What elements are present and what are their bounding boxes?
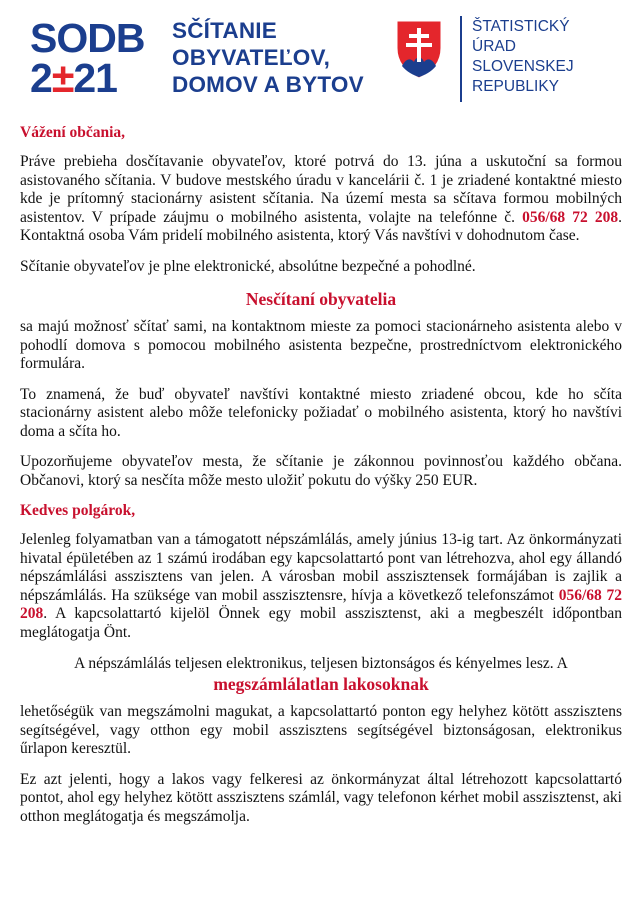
sk-paragraph-1 bbox=[20, 153, 622, 246]
sk-greeting: Vážení občania, bbox=[20, 124, 126, 141]
sk-paragraph-1-text-b: . Kontaktná osoba Vám pridelí mobilného asistenta, ktorý Vás navštívi v dohodnutom čase. bbox=[20, 208, 622, 244]
hu-phone-number: 056/68 72 208 bbox=[20, 586, 622, 622]
statistical-office-name bbox=[472, 17, 632, 97]
office-line-1: ŠTATISTICKÝ bbox=[472, 18, 570, 35]
logo-digits-21: 21 bbox=[73, 55, 117, 101]
hu-paragraph-1-text-a: Jelenleg folyamatban van a támogatott népszámlálás, amely június 13-ig tart. Az önkormányzati hivatal épületében az 1 számú irodában egy kapcsolattartó pont van létrehozva, ahol egy állandó népszámlálási asszisztens van jelen. A városban mobil asszisztensek formájában is zajlik a népszámlálás. Ha szüksége van mobil asszisztensre, hívja a következő telefonszámot bbox=[20, 531, 622, 604]
sk-paragraph-2: Sčítanie obyvateľov je plne elektronické, absolútne bezpečné a pohodlné. bbox=[20, 257, 476, 275]
office-line-3: SLOVENSKEJ bbox=[472, 58, 574, 75]
office-line-4: REPUBLIKY bbox=[472, 78, 560, 95]
logo-sodb-text: SODB bbox=[30, 15, 145, 61]
logo-line-1 bbox=[30, 15, 162, 61]
census-title-line-3: DOMOV A BYTOV bbox=[172, 72, 364, 97]
hu-paragraph-2: A népszámlálás teljesen elektronikus, teljesen biztonságos és kényelmes lesz. A bbox=[74, 655, 568, 672]
hu-paragraph-3: lehetőségük van megszámolni magukat, a kapcsolattartó ponton egy helyhez kötött asszisztens segítségével, vagy otthon egy mobil asszisztens segítségével biztonságosan, elektronikus űrlapon keresztül. bbox=[20, 703, 622, 757]
sk-paragraph-4: To znamená, že buď obyvateľ navštívi kontaktné miesto zriadené obcou, kde ho sčíta stacionárny asistent alebo môže telefonicky požiadať o mobilného asistenta, ktorý ho navštívi doma a sčíta ho. bbox=[20, 385, 622, 440]
hu-greeting: Kedves polgárok, bbox=[20, 502, 136, 519]
census-title-line-2: OBYVATEĽOV, bbox=[172, 45, 331, 70]
hu-paragraph-1 bbox=[20, 531, 622, 642]
office-line-2: ÚRAD bbox=[472, 38, 516, 55]
sk-heading: Nesčítaní obyvatelia bbox=[245, 289, 397, 309]
logo-digit-2: 2 bbox=[30, 55, 52, 101]
census-title bbox=[172, 17, 387, 98]
header-divider bbox=[460, 16, 462, 102]
slovak-coat-of-arms-icon bbox=[394, 18, 444, 80]
logo-plusminus: ± bbox=[51, 55, 74, 101]
hu-heading: megszámlálatlan lakosoknak bbox=[213, 674, 429, 694]
sodb-logo bbox=[30, 15, 162, 102]
sk-paragraph-5: Upozorňujeme obyvateľov mesta, že sčítanie je zákonnou povinnosťou každého občana. Občanovi, ktorý sa nesčíta môže mesto uložiť pokutu do výšky 250 EUR. bbox=[20, 453, 622, 489]
notice-body bbox=[20, 124, 622, 838]
sk-phone-number: 056/68 72 208 bbox=[522, 208, 619, 226]
census-title-line-1: SČÍTANIE bbox=[172, 18, 277, 43]
hu-paragraph-4: Ez azt jelenti, hogy a lakos vagy felkeresi az önkormányzat által létrehozott kapcsolattartó pontot, ahol egy helyhez kötött asszisztens számlál, vagy telefonon kérhet mobil asszisztenst, aki otthon meglátogatja és megszámolja. bbox=[20, 770, 622, 825]
sk-paragraph-1-text-a: Práve prebieha dosčítavanie obyvateľov, ktoré potrvá do 13. júna a uskutoční sa formou asistovaného sčítania. V budove mestského úradu v kancelárii č. 1 je zriadené kontaktné miesto kde je prítomný stacionárny asistent sčítania. Na území mesta sa sčítava formou mobilných asistentov. V prípade záujmu o mobilného asistenta, volajte na telefónne č. bbox=[20, 153, 622, 226]
hu-paragraph-1-text-b: . A kapcsolattartó kijelöl Önnek egy mobil asszisztenst, aki a megbeszélt időpontban meglátogatja Önt. bbox=[20, 605, 622, 641]
logo-line-2 bbox=[30, 55, 162, 101]
header bbox=[0, 0, 641, 118]
sk-paragraph-3: sa majú možnosť sčítať sami, na kontaktnom mieste za pomoci stacionárneho asistenta alebo v pohodlí domova s pomocou mobilného asistenta bezpečne, prostredníctvom elektronického formulára. bbox=[20, 318, 622, 372]
